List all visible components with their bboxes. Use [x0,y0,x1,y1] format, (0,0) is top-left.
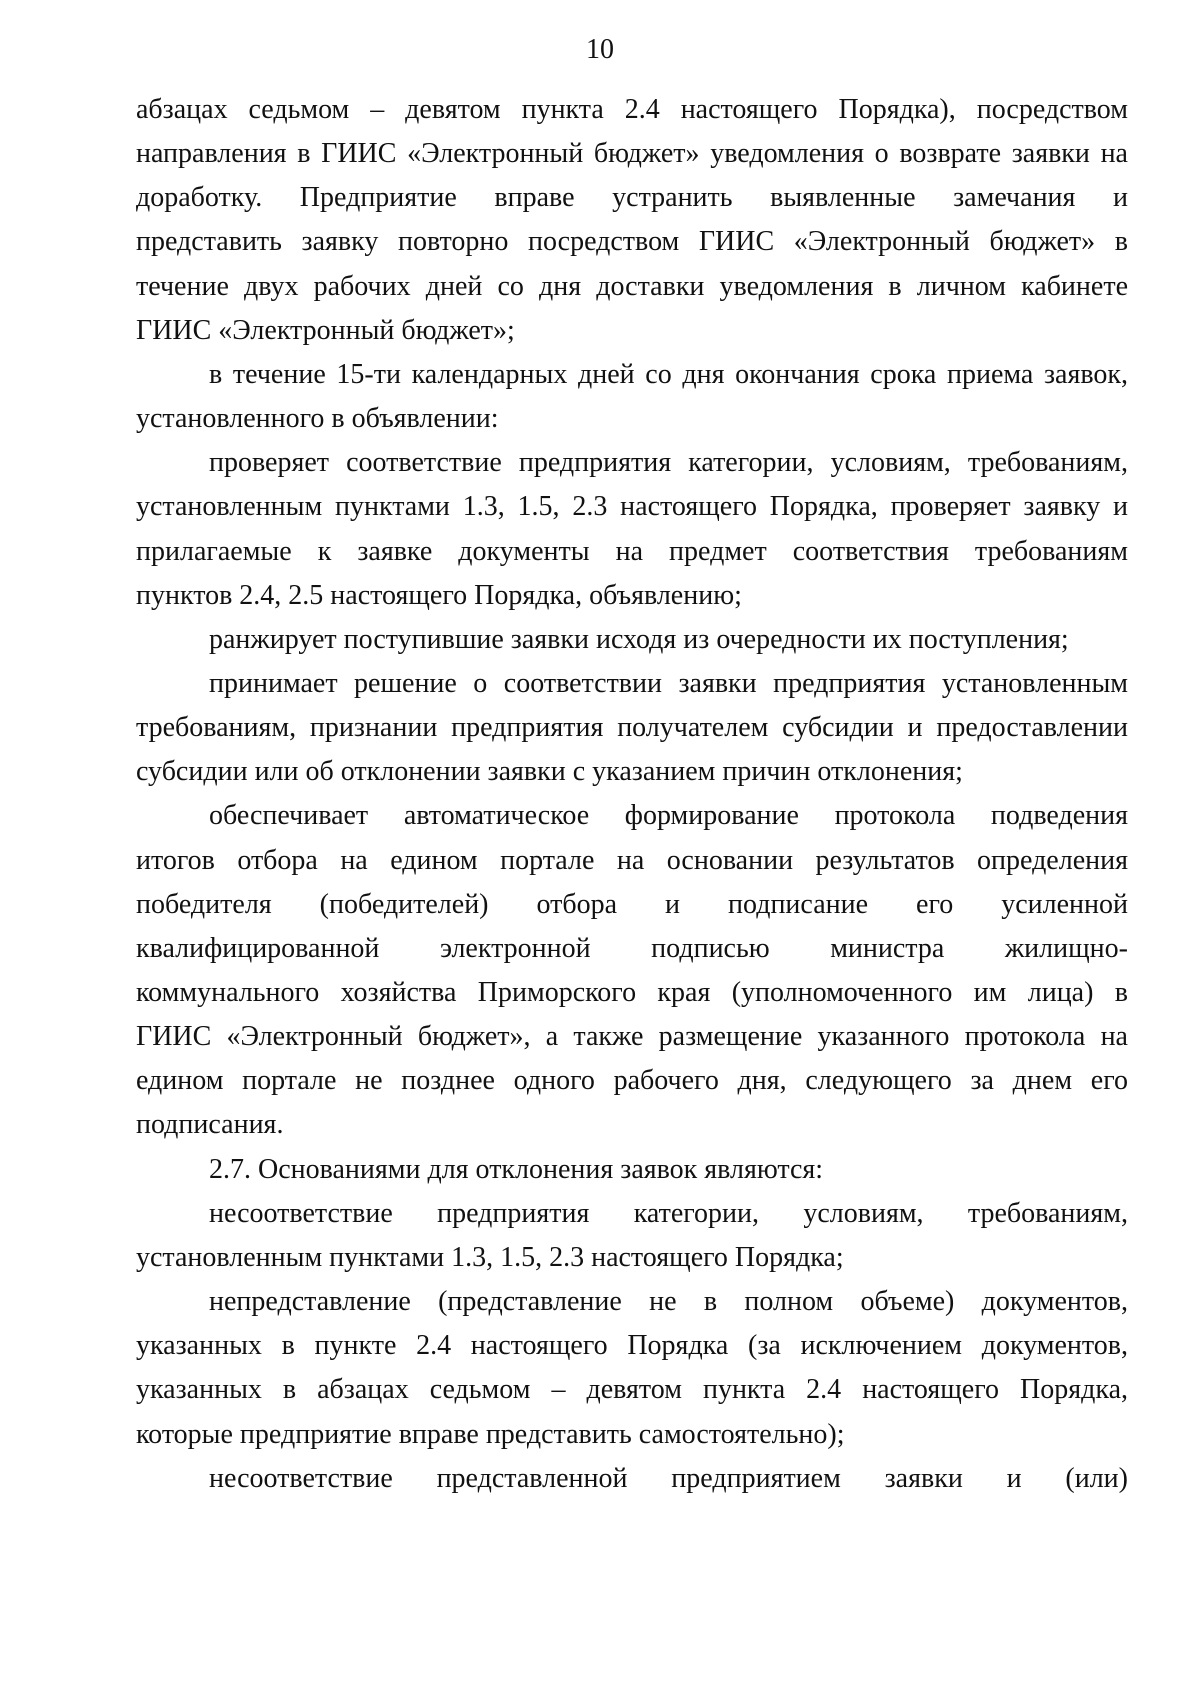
text-line: прилагаемые к заявке документы на предмет соответствия требованиям [136,535,1128,567]
text-line: течение двух рабочих дней со дня доставки уведомления в личном кабинете [136,270,1128,302]
text-line: которые предприятие вправе представить самостоятельно); [136,1418,845,1450]
text-line: несоответствие предприятия категории, условиям, требованиям, [209,1197,1128,1229]
text-line: подписания. [136,1109,284,1141]
text-line: в течение 15-ти календарных дней со дня окончания срока приема заявок, [209,358,1128,390]
text-line: указанных в абзацах седьмом – девятом пункта 2.4 настоящего Порядка, [136,1374,1128,1406]
text-line: итогов отбора на едином портале на основании результатов определения [136,844,1128,876]
text-line: квалифицированной электронной подписью министра жилищно- [136,932,1128,964]
text-line: пунктов 2.4, 2.5 настоящего Порядка, объявлению; [136,579,742,611]
text-line: представить заявку повторно посредством ГИИС «Электронный бюджет» в [136,226,1128,258]
text-line: обеспечивает автоматическое формирование протокола подведения [209,800,1128,832]
text-line: едином портале не позднее одного рабочего дня, следующего за днем его [136,1065,1128,1097]
text-line: проверяет соответствие предприятия категории, условиям, требованиям, [209,447,1128,479]
text-line: установленным пунктами 1.3, 1.5, 2.3 настоящего Порядка; [136,1241,844,1273]
text-line: ГИИС «Электронный бюджет»; [136,314,515,346]
text-line: установленного в объявлении: [136,403,499,435]
text-line: указанных в пункте 2.4 настоящего Порядка (за исключением документов, [136,1330,1128,1362]
text-line: требованиям, признании предприятия получателем субсидии и предоставлении [136,712,1128,744]
text-line: ранжирует поступившие заявки исходя из очередности их поступления; [209,623,1069,655]
text-line: установленным пунктами 1.3, 1.5, 2.3 настоящего Порядка, проверяет заявку и [136,491,1128,523]
text-line: доработку. Предприятие вправе устранить выявленные замечания и [136,182,1128,214]
text-line: 2.7. Основаниями для отклонения заявок являются: [209,1153,824,1185]
text-line: непредставление (представление не в полном объеме) документов, [209,1286,1128,1317]
text-line: абзацах седьмом – девятом пункта 2.4 настоящего Порядка), посредством [136,94,1128,125]
text-line: несоответствие представленной предприятием заявки и (или) [209,1462,1128,1494]
page-number: 10 [586,34,614,65]
text-line: коммунального хозяйства Приморского края (уполномоченного им лица) в [136,977,1128,1008]
text-line: победителя (победителей) отбора и подписание его усиленной [136,888,1128,920]
text-line: ГИИС «Электронный бюджет», а также размещение указанного протокола на [136,1021,1128,1053]
text-line: принимает решение о соответствии заявки предприятия установленным [209,667,1128,699]
text-line: субсидии или об отклонении заявки с указанием причин отклонения; [136,756,963,788]
text-line: направления в ГИИС «Электронный бюджет» уведомления о возврате заявки на [136,138,1128,170]
